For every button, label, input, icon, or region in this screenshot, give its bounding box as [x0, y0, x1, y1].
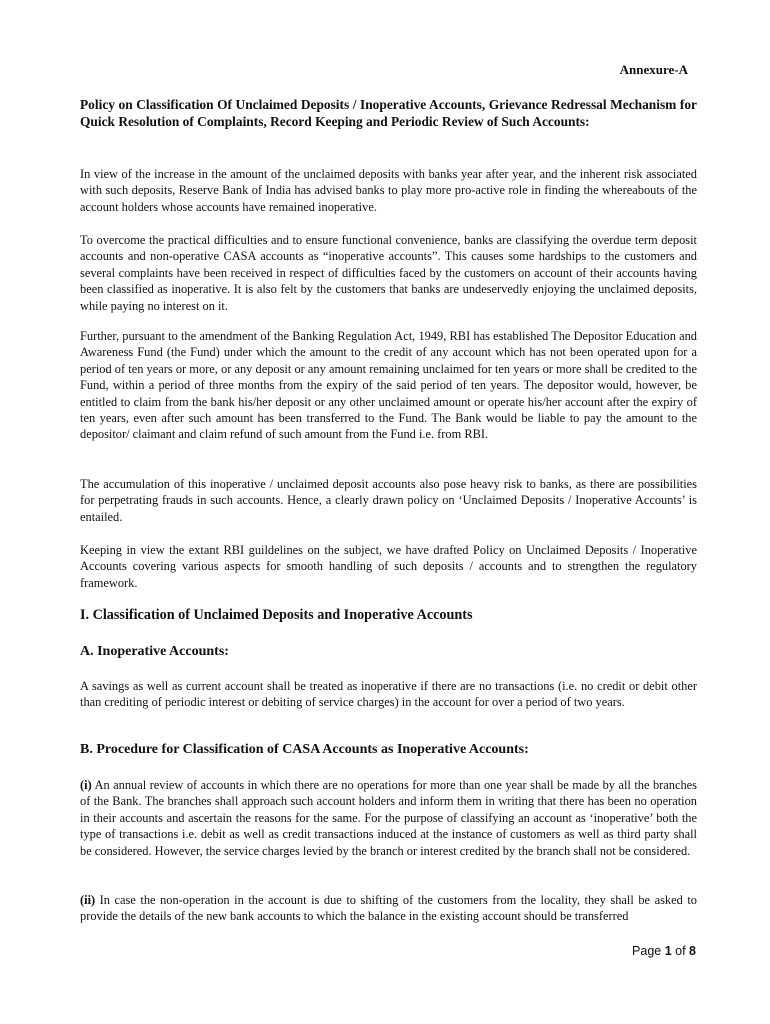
item-text: An annual review of accounts in which there are no operations for more than one year shall be made by all the branches of the Bank. The branches shall approach such account holders and inform them in writing that there has been no operation in their accounts and ascertain the reasons for the same. For the purpose of classifying an account as ‘inoperative’ both the type of transactions i.e. debit as well as credit transactions induced at the instance of customers as well as third party shall be considered. However, the service charges levied by the branch or interest credited by the branch shall not be considered.	[80, 778, 697, 858]
item-label: (i)	[80, 778, 92, 792]
document-title: Policy on Classification Of Unclaimed Deposits / Inoperative Accounts, Grievance Redressal Mechanism for Quick Resolution of Complaints, Record Keeping and Periodic Review of Such Accounts:	[80, 97, 697, 129]
list-item-annual-review	[80, 777, 697, 859]
item-label: (ii)	[80, 893, 96, 907]
paragraph-intro: In view of the increase in the amount of the unclaimed deposits with banks year after year, and the inherent risk associated with such deposits, Reserve Bank of India has advised banks to play more pro-active role in finding the whereabouts of the account holders whose accounts have remained inoperative.	[80, 167, 697, 214]
page-number: Page 1 of 8	[632, 944, 696, 958]
annexure-label: Annexure-A	[619, 62, 688, 77]
paragraph-depositor-fund: Further, pursuant to the amendment of the Banking Regulation Act, 1949, RBI has established The Depositor Education and Awareness Fund (the Fund) under which the amount to the credit of any account which has not been operated upon for a period of ten years or more, or any deposit or any amount remaining unclaimed for ten years or more shall be credited to the Fund, within a period of three months from the expiry of the said period of ten years. The depositor would, however, be entitled to claim from the bank his/her deposit or any other unclaimed amount or operate his/her account after the expiry of ten years, even after such amount has been transferred to the Fund. The Bank would be liable to pay the amount to the depositor/ claimant and claim refund of such amount from the Fund i.e. from RBI.	[80, 329, 697, 442]
paragraph-inoperative-definition: A savings as well as current account shall be treated as inoperative if there are no transactions (i.e. no credit or debit other than crediting of periodic interest or debiting of service charges) in the account for over a period of two years.	[80, 679, 697, 710]
subheading-inoperative-accounts: A. Inoperative Accounts:	[80, 644, 229, 659]
item-text: In case the non-operation in the account is due to shifting of the customers from the locality, they shall be asked to provide the details of the new bank accounts to which the balance in the existing account should be transferred	[80, 893, 697, 924]
paragraph-difficulties: To overcome the practical difficulties and to ensure functional convenience, banks are classifying the overdue term deposit accounts and non-operative CASA accounts as “inoperative accounts”. This causes some hardships to the customers and several complaints have been received in respect of difficulties faced by the customers on account of their accounts having been classified as inoperative. It is also felt by the customers that banks are undeservedly enjoying the unclaimed deposits, while paying no interest on it.	[80, 233, 697, 313]
list-item-shifting-customers	[80, 892, 697, 925]
section-heading-classification: I. Classification of Unclaimed Deposits and Inoperative Accounts	[80, 607, 473, 623]
paragraph-policy-draft: Keeping in view the extant RBI guildelines on the subject, we have drafted Policy on Unclaimed Deposits / Inoperative Accounts covering various aspects for smooth handling of such deposits / accounts and to strengthen the regulatory framework.	[80, 543, 697, 590]
paragraph-fraud-risk: The accumulation of this inoperative / unclaimed deposit accounts also pose heavy risk to banks, as there are possibilities for perpetrating frauds in such accounts. Hence, a clearly drawn policy on ‘Unclaimed Deposits / Inoperative Accounts’ is entailed.	[80, 477, 697, 524]
subheading-classification-procedure: B. Procedure for Classification of CASA Accounts as Inoperative Accounts:	[80, 742, 529, 757]
